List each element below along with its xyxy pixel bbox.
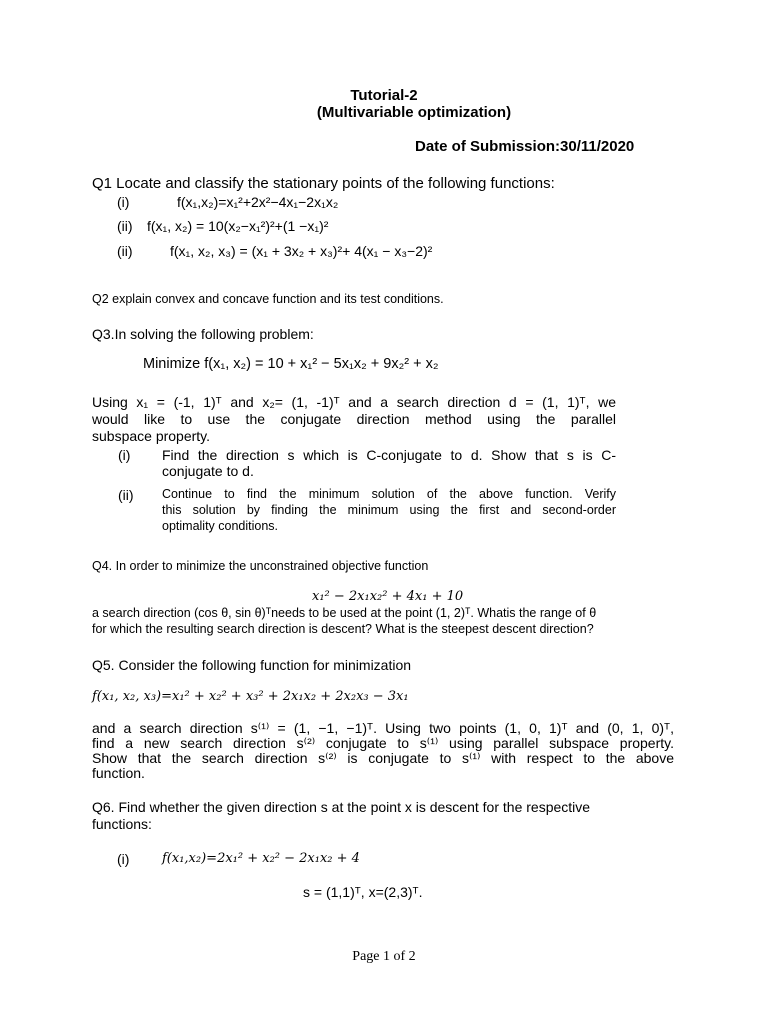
q3-minimize: Minimize f(x₁, x₂) = 10 + x₁² − 5x₁x₂ + 9x₂² + x₂ — [143, 356, 439, 372]
q5-line-1: and a search direction s⁽¹⁾ = (1, −1, −1)ᵀ. Using two points (1, 0, 1)ᵀ and (0, 1, 0)ᵀ, — [92, 720, 674, 736]
q1-item-3-expr: f(x₁, x₂, x₃) = (x₁ + 3x₂ + x₃)²+ 4(x₁ − x₃−2)² — [170, 243, 433, 259]
q3-line-1: Using x₁ = (-1, 1)ᵀ and x₂= (1, -1)ᵀ and a search direction d = (1, 1)ᵀ, we — [92, 394, 616, 410]
q5-line-3: Show that the search direction s⁽²⁾ is conjugate to s⁽¹⁾ with respect to the above — [92, 750, 674, 766]
q3-line-2: would like to use the conjugate direction method using the parallel — [92, 411, 616, 427]
q3-item-1-num: (i) — [118, 447, 131, 463]
q3-intro: Q3.In solving the following problem: — [92, 326, 314, 342]
q5-formula: f(x₁, x₂, x₃)=x₁² + x₂² + x₃² + 2x₁x₂ + 2x₂x₃ − 3x₁ — [92, 689, 409, 704]
q3-item-2-line-3: optimality conditions. — [162, 519, 279, 533]
tutorial-title: Tutorial-2 — [350, 87, 418, 104]
submission-date: Date of Submission:30/11/2020 — [415, 138, 635, 155]
q2-text: Q2 explain convex and concave function and its test conditions. — [92, 292, 444, 306]
q3-item-2-num: (ii) — [118, 487, 134, 503]
q5-line-4: function. — [92, 765, 145, 781]
q3-item-2-line-2: this solution by finding the minimum using the first and second-order — [162, 503, 616, 517]
q6-line-2: functions: — [92, 816, 152, 832]
q1-item-1-expr: f(x₁,x₂)=x₁²+2x²−4x₁−2x₁x₂ — [177, 194, 339, 210]
q1-text: Q1 Locate and classify the stationary points of the following functions: — [92, 175, 555, 192]
page-number: Page 1 of 2 — [352, 949, 416, 964]
q6-item-formula: f(x₁,x₂)=2x₁² + x₂² − 2x₁x₂ + 4 — [162, 851, 360, 866]
q6-line-1: Q6. Find whether the given direction s at the point x is descent for the respective — [92, 799, 591, 815]
q3-item-2-line-1: Continue to find the minimum solution of the above function. Verify — [162, 487, 616, 501]
q4-line-2: for which the resulting search direction is descent? What is the steepest descent direction? — [92, 622, 594, 636]
q1-item-2-expr: f(x₁, x₂) = 10(x₂−x₁²)²+(1 −x₁)² — [147, 218, 329, 234]
q1-item-2-num: (ii) — [117, 218, 133, 234]
q4-formula: x₁² − 2x₁x₂² + 4x₁ + 10 — [312, 589, 464, 604]
q1-item-1-num: (i) — [117, 194, 130, 210]
q4-line-1: a search direction (cos θ, sin θ)ᵀneeds to be used at the point (1, 2)ᵀ. Whatis the range of θ — [92, 606, 597, 620]
q4-intro: Q4. In order to minimize the unconstrained objective function — [92, 559, 429, 573]
q3-item-1-line-2: conjugate to d. — [162, 463, 254, 479]
q6-item-num: (i) — [117, 851, 130, 867]
q3-line-3: subspace property. — [92, 428, 211, 444]
q6-point: s = (1,1)ᵀ, x=(2,3)ᵀ. — [303, 884, 423, 900]
q5-intro: Q5. Consider the following function for minimization — [92, 657, 412, 673]
q1-item-3-num: (ii) — [117, 243, 133, 259]
q5-line-2: find a new search direction s⁽²⁾ conjugate to s⁽¹⁾ using parallel subspace property. — [92, 735, 674, 751]
q3-item-1-line-1: Find the direction s which is C-conjugate to d. Show that s is C- — [162, 447, 616, 463]
tutorial-subtitle: (Multivariable optimization) — [316, 104, 512, 121]
